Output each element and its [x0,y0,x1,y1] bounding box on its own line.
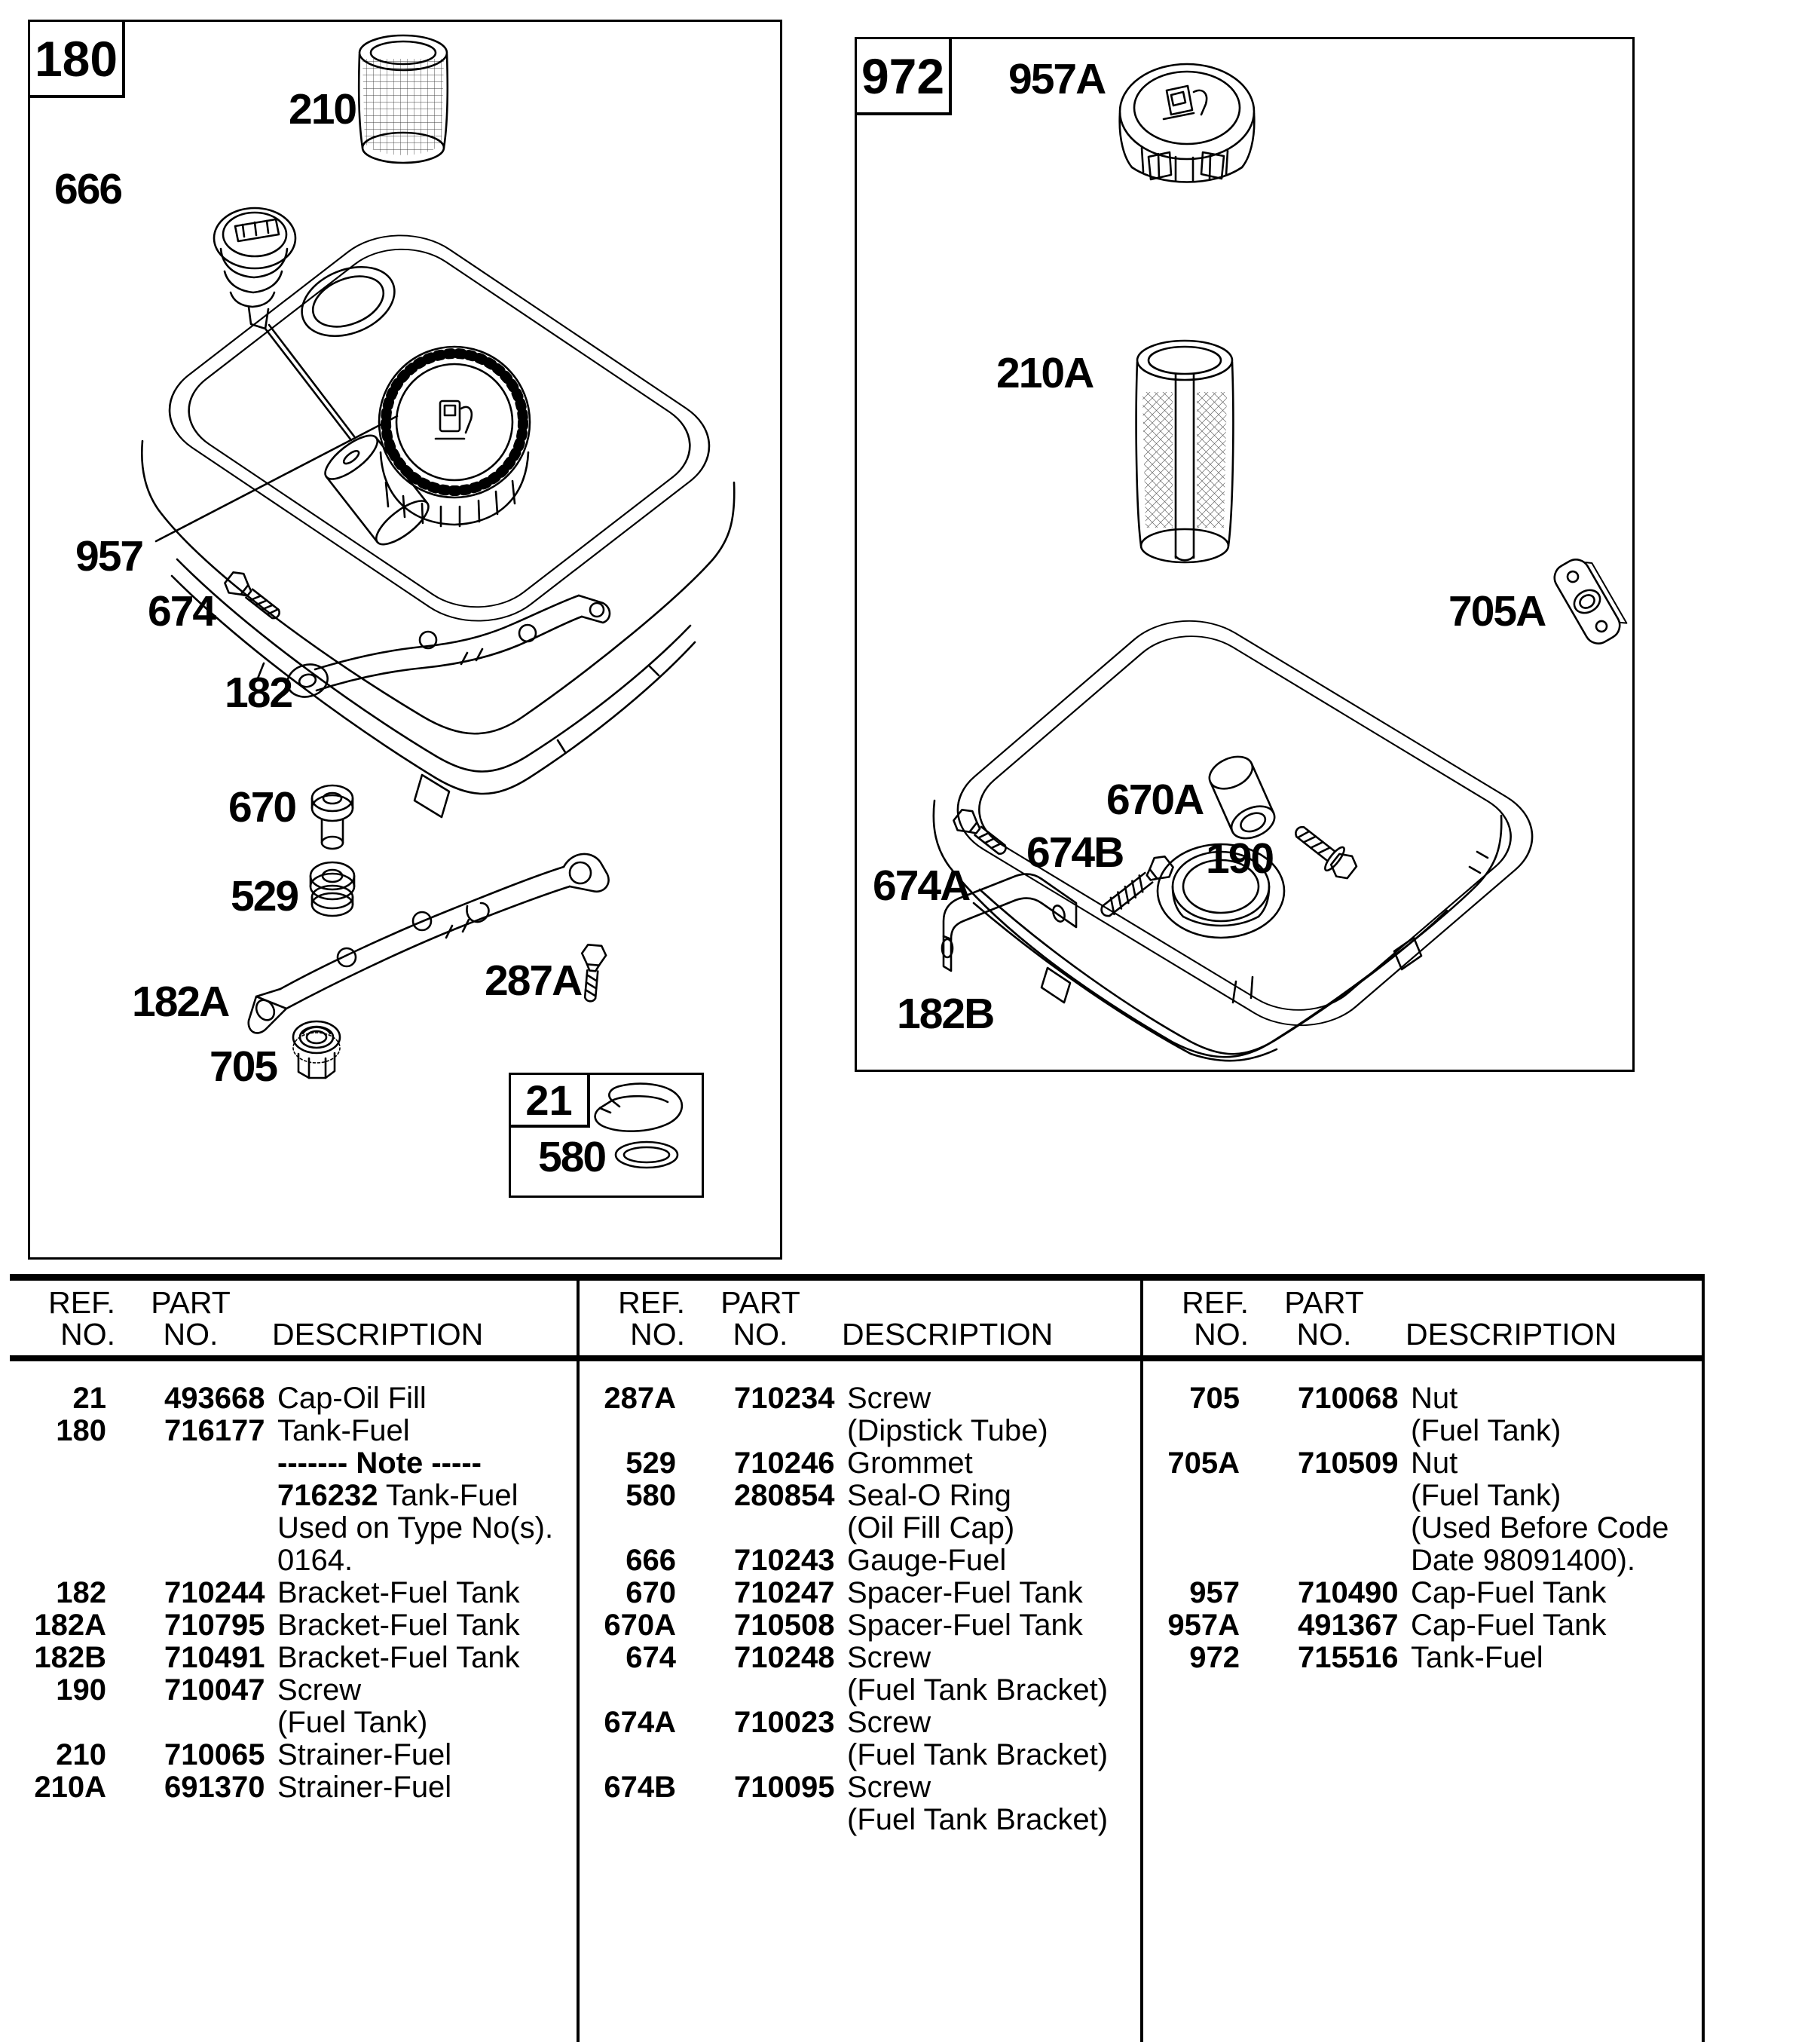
table-row-line: 674A 710023 Screw [604,1706,931,1739]
part-label-666: 666 [54,165,122,213]
part-label-670A: 670A [1106,776,1204,824]
table-column-3 [1143,1281,1702,2042]
parts-table [10,1274,1705,2042]
part-label-705A: 705A [1448,587,1546,635]
part-label-957A: 957A [1008,55,1106,103]
table-row-line: 716232 Tank-Fuel [277,1479,518,1512]
part-label-705: 705 [210,1042,277,1091]
table-header [580,1281,1140,1361]
part-label-674A: 674A [873,862,970,910]
part-label-670: 670 [228,783,296,831]
table-row-line: 182B 710491 Bracket-Fuel Tank [34,1641,520,1674]
table-row-line: 666 710243 Gauge-Fuel [626,1544,1007,1577]
diagram-box-972-tag: 972 [857,39,952,115]
table-row-line: 957 710490 Cap-Fuel Tank [1189,1576,1607,1609]
header-description: DESCRIPTION [272,1317,484,1352]
part-label-182B: 182B [897,990,994,1038]
part-label-190: 190 [1206,834,1274,883]
table-row-line: 190 710047 Screw [56,1673,362,1707]
table-row-line: 670A 710508 Spacer-Fuel Tank [604,1609,1083,1642]
header-part: PART NO. [1284,1285,1364,1352]
table-row-line: Date 98091400). [1411,1544,1636,1577]
table-row-line: 580 280854 Seal-O Ring [626,1479,1011,1512]
table-row-line: (Fuel Tank) [1411,1479,1562,1512]
header-part: PART NO. [720,1285,800,1352]
table-row-line: (Fuel Tank) [277,1706,428,1739]
header-ref: REF. NO. [1182,1285,1249,1352]
table-row-line: (Fuel Tank) [1411,1414,1562,1447]
table-row-line: 705A 710509 Nut [1167,1447,1458,1480]
header-part: PART NO. [151,1285,231,1352]
header-description: DESCRIPTION [842,1317,1054,1352]
part-label-182: 182 [225,669,292,717]
table-row-line: (Fuel Tank Bracket) [847,1803,1109,1836]
table-row-line: 210 710065 Strainer-Fuel [56,1738,452,1771]
table-row-line: 182 710244 Bracket-Fuel Tank [56,1576,520,1609]
table-row-line: ------- Note ----- [277,1447,482,1480]
table-row-line: 182A 710795 Bracket-Fuel Tank [34,1609,520,1642]
part-label-210: 210 [289,85,356,133]
table-row-line: 180 716177 Tank-Fuel [56,1414,410,1447]
part-label-580: 580 [538,1133,606,1181]
table-row-line: 21 493668 Cap-Oil Fill [72,1382,427,1415]
part-label-287A: 287A [485,957,582,1005]
part-label-210A: 210A [996,349,1094,397]
diagram-box-180-tag: 180 [30,22,125,98]
table-row-line: 210A 691370 Strainer-Fuel [34,1771,452,1804]
table-col-rows-2 [1143,1361,1702,1674]
table-row-line: (Fuel Tank Bracket) [847,1738,1109,1771]
diagram-box-21-tag: 21 [511,1075,590,1128]
header-ref: REF. NO. [618,1285,685,1352]
table-row-line: (Oil Fill Cap) [847,1511,1015,1545]
table-row-line: (Dipstick Tube) [847,1414,1048,1447]
table-column-1 [10,1281,574,2042]
table-row-line: 674 710248 Screw [626,1641,931,1674]
table-col-rows-1 [580,1361,1140,1836]
table-row-line: Used on Type No(s). [277,1511,554,1545]
table-row-line: 957A 491367 Cap-Fuel Tank [1167,1609,1607,1642]
table-row-line: 705 710068 Nut [1189,1382,1458,1415]
part-label-674B: 674B [1026,828,1124,877]
table-row-line: 529 710246 Grommet [626,1447,973,1480]
part-label-529: 529 [231,872,298,920]
table-row-line: 0164. [277,1544,353,1577]
header-ref: REF. NO. [48,1285,115,1352]
table-row-line: 972 715516 Tank-Fuel [1189,1641,1543,1674]
table-header [1143,1281,1702,1361]
part-label-957: 957 [75,532,143,580]
table-row-line: 674B 710095 Screw [604,1771,931,1804]
table-row-line: 287A 710234 Screw [604,1382,931,1415]
table-row-line: 670 710247 Spacer-Fuel Tank [626,1576,1083,1609]
part-label-674: 674 [148,587,216,635]
part-label-182A: 182A [132,978,229,1026]
diagram-box-972 [855,37,1635,1072]
header-description: DESCRIPTION [1406,1317,1617,1352]
table-header [10,1281,574,1361]
table-col-rows-0 [10,1361,574,1804]
table-row-line: (Used Before Code [1411,1511,1669,1545]
table-row-line: (Fuel Tank Bracket) [847,1673,1109,1707]
table-column-2 [580,1281,1140,2042]
